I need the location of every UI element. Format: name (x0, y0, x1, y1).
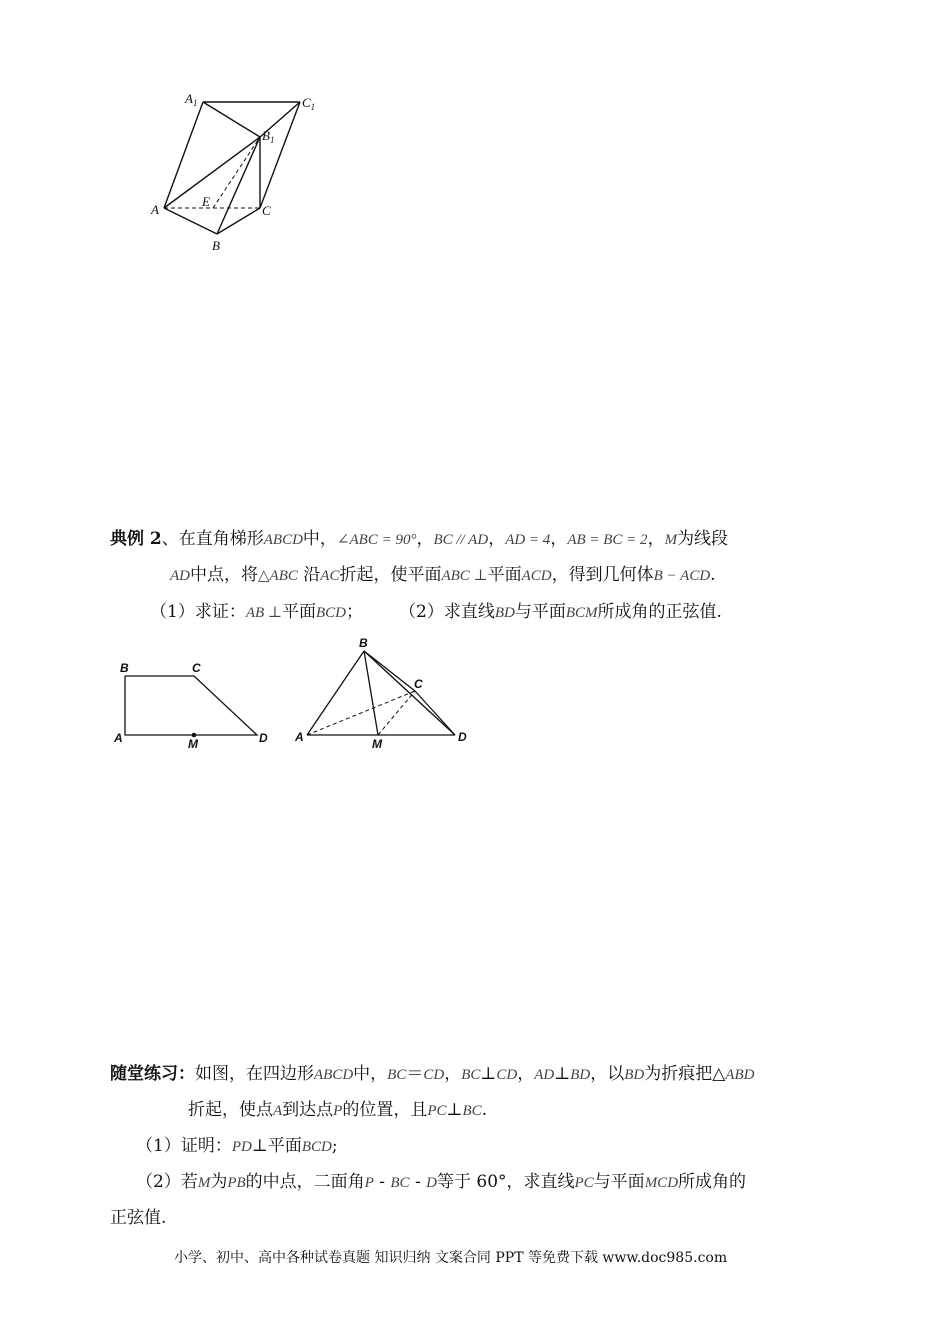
label-A1: A (185, 91, 193, 106)
label-M: M (372, 737, 382, 751)
practice-line2: 折起，使点A到达点P的位置，且PC⊥BC. (188, 1100, 488, 1120)
tetrahedron-figure (290, 635, 475, 755)
trapezoid-figure (110, 655, 275, 755)
svg-text:C1: $C_1$ (302, 95, 316, 112)
label-B: B (212, 238, 220, 253)
svg-text:A1: $A_1$ (185, 91, 198, 108)
svg-text:B1: $B_1$ (262, 128, 275, 145)
label-B1: B (262, 128, 270, 143)
label-D: D (259, 731, 268, 745)
label-C: C (414, 677, 423, 691)
label-A: A (114, 731, 123, 745)
practice-title: 随堂练习： (110, 1064, 195, 1084)
practice-line3: （1）证明：PD⊥平面BCD; (136, 1136, 338, 1156)
label-A: A (295, 730, 304, 744)
label-D: D (458, 730, 467, 744)
practice-line1: 随堂练习：如图，在四边形ABCD中，BC＝CD，BC⊥CD，AD⊥BD，以BD为折痕把△ABD (110, 1064, 755, 1084)
label-M: M (188, 737, 198, 751)
practice-line4: （2）若M为PB的中点，二面角P - BC - D等于 60°，求直线PC与平面MCD所成角的 (136, 1172, 747, 1192)
label-A: A (151, 202, 159, 217)
example2-line2: AD中点，将△ABC 沿AC折起，使平面ABC ⊥平面ACD，得到几何体B − ACD. (170, 565, 716, 585)
page-footer: 小学、初中、高中各种试卷真题 知识归纳 文案合同 PPT 等免费下载 www.doc985.com (174, 1250, 728, 1266)
label-C: C (262, 203, 271, 218)
example2-line3: （1）求证：AB ⊥平面BCD； （2）求直线BD与平面BCM所成角的正弦值. (150, 602, 722, 622)
label-C1: C (302, 95, 311, 110)
prism-figure (140, 85, 340, 260)
label-C: C (192, 661, 201, 675)
label-E: E (202, 194, 210, 209)
example2-title: 典例 2 (110, 529, 162, 549)
label-B: B (120, 661, 129, 675)
label-B: B (359, 636, 368, 650)
example2-line1: 典例 2、在直角梯形ABCD中，∠ABC = 90°，BC // AD，AD = 4，AB = BC = 2，M为线段 (110, 529, 729, 549)
practice-line5: 正弦值. (110, 1208, 167, 1228)
